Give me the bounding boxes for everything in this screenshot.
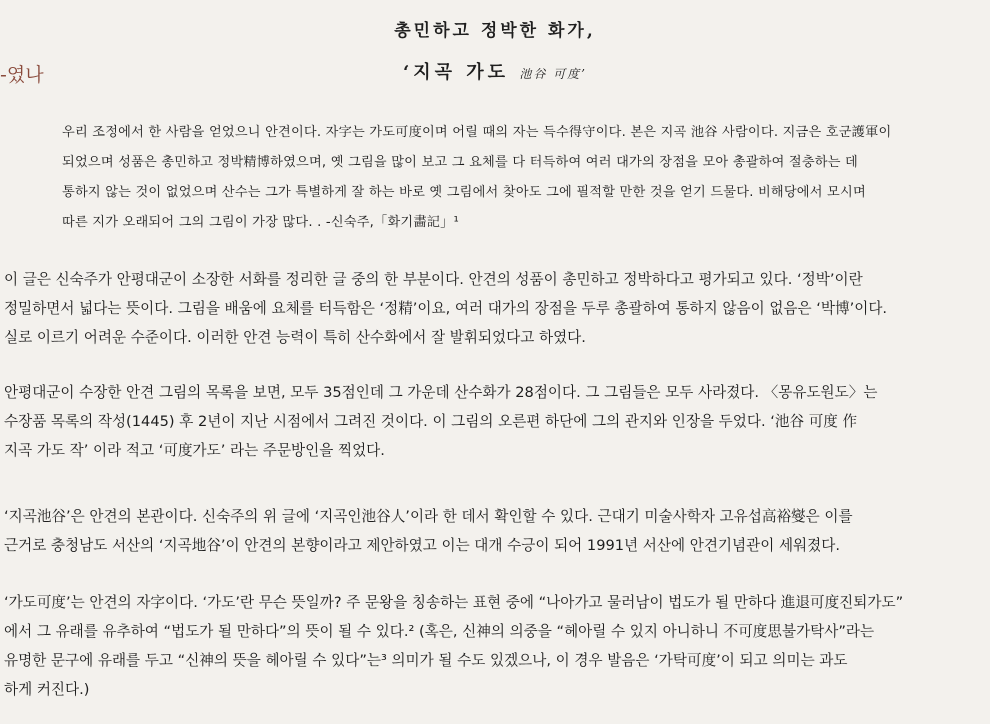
paragraph-line: 하게 커진다.) xyxy=(4,681,90,698)
block-quote xyxy=(62,118,967,238)
paragraph-line: 실로 이르기 어려운 수준이다. 이러한 안견 능력이 특히 산수화에서 잘 발휘되었다고 하였다. xyxy=(4,329,586,346)
subtitle-korean: ‘지곡 가도 xyxy=(402,62,510,83)
quote-line: 따른 지가 오래되어 그의 그림이 가장 많다. . -신숙주,「화기畵記」¹ xyxy=(62,215,459,230)
paragraph-line: 지곡 가도 작’ 이라 적고 ‘可度가도’ 라는 주문방인을 찍었다. xyxy=(4,442,385,459)
paragraph-line: ‘지곡池谷’은 안견의 본관이다. 신숙주의 위 글에 ‘지곡인池谷人’이라 한 데서 확인할 수 있다. 근대기 미술사학자 고유섭高裕燮은 이를 xyxy=(4,508,853,525)
paragraph-line: 에서 그 유래를 유추하여 “법도가 될 만하다”의 뜻이 될 수 있다.² (혹은, 신神의 의중을 “헤아릴 수 있지 아니하니 不可度思불가탁사”라는 xyxy=(4,623,875,640)
paragraph-line: 수장품 목록의 작성(1445) 후 2년이 지난 시점에서 그려진 것이다. 이 그림의 오른편 하단에 그의 관지와 인장을 두었다. ‘池谷 可度 作 xyxy=(4,413,858,430)
body-paragraph xyxy=(4,502,986,560)
body-paragraph xyxy=(4,378,986,465)
adjacent-page-fragment: -였나 xyxy=(0,64,44,86)
paragraph-line: 안평대군이 수장한 안견 그림의 목록을 보면, 모두 35점인데 그 가운데 산수화가 28점이다. 그 그림들은 모두 사라졌다. 〈몽유도원도〉는 xyxy=(4,384,878,401)
body-paragraph xyxy=(4,265,986,352)
subtitle-hanja: 池谷 可度’ xyxy=(519,67,587,81)
paragraph-line: ‘가도可度’는 안견의 자字이다. ‘가도’란 무슨 뜻일까? 주 문왕을 칭송하는 표현 중에 “나아가고 물러남이 법도가 될 만하다 進退可度진퇴가도” xyxy=(4,594,904,611)
paragraph-line: 정밀하면서 넓다는 뜻이다. 그림을 배움에 요체를 터득함은 ‘정精’이요, 여러 대가의 장점을 두루 총괄하여 통하지 않음이 없음은 ‘박博’이다. xyxy=(4,300,888,317)
quote-line: 우리 조정에서 한 사람을 얻었으니 안견이다. 자字는 가도可度이며 어릴 때의 자는 득수得守이다. 본은 지곡 池谷 사람이다. 지금은 호군護軍이 xyxy=(62,125,892,140)
paragraph-line: 유명한 문구에 유래를 두고 “신神의 뜻을 헤아릴 수 있다”는³ 의미가 될 수도 있겠으나, 이 경우 발음은 ‘가탁可度’이 되고 의미는 과도 xyxy=(4,652,848,669)
page-subtitle xyxy=(0,58,990,84)
page-title: 총민하고 정박한 화가, xyxy=(394,21,596,41)
body-paragraph xyxy=(4,588,986,704)
quote-line: 통하지 않는 것이 없었으며 산수는 그가 특별하게 잘 하는 바로 옛 그림에서 찾아도 그에 필적할 만한 것을 얻기 드물다. 비해당에서 모시며 xyxy=(62,185,866,200)
paragraph-line: 근거로 충청남도 서산의 ‘지곡地谷’이 안견의 본향이라고 제안하였고 이는 대개 수긍이 되어 1991년 서산에 안견기념관이 세워졌다. xyxy=(4,537,840,554)
quote-line: 되었으며 성품은 총민하고 정박精博하였으며, 옛 그림을 많이 보고 그 요체를 다 터득하여 여러 대가의 장점을 모아 총괄하여 절충하는 데 xyxy=(62,155,858,170)
paragraph-line: 이 글은 신숙주가 안평대군이 소장한 서화를 정리한 글 중의 한 부분이다. 안견의 성품이 총민하고 정박하다고 평가되고 있다. ‘정박’이란 xyxy=(4,271,863,288)
